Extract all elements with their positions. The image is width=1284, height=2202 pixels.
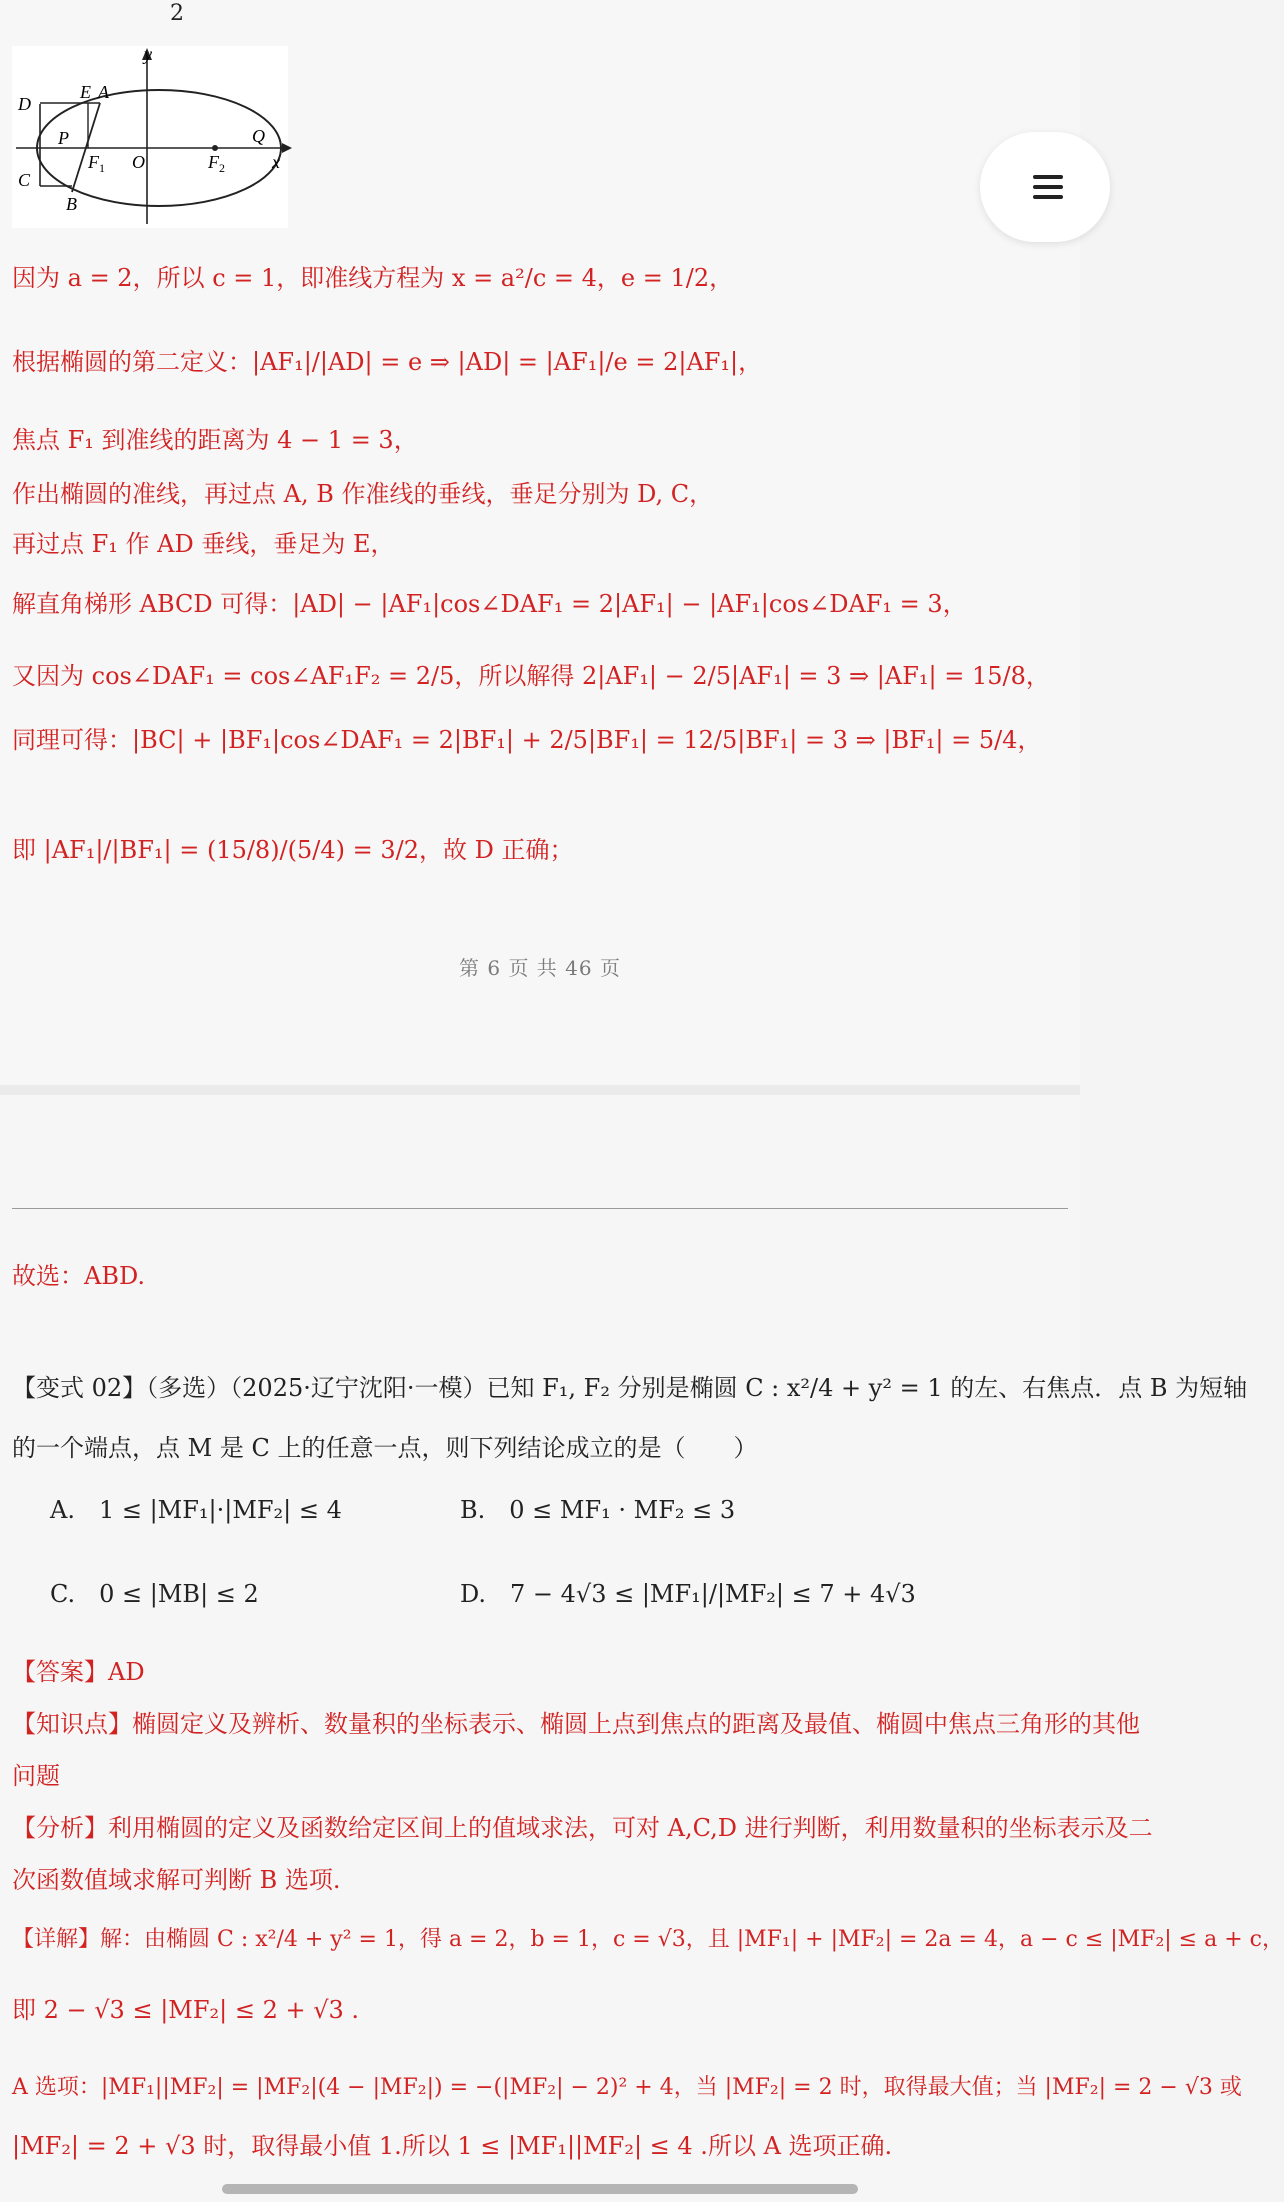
option-a-analysis-2: |MF₂| = 2 + √3 时，取得最小值 1.所以 1 ≤ |MF₁||MF₂| ≤ 4 .所以 A 选项正确. bbox=[12, 2132, 893, 2160]
ellipse-figure bbox=[12, 46, 288, 228]
option-a-analysis-1: A 选项：|MF₁||MF₂| = |MF₂|(4 − |MF₂|) = −(|MF₂| − 2)² + 4，当 |MF₂| = 2 时，取得最大值；当 |MF₂| = 2 − √3 或 bbox=[12, 2075, 1242, 2100]
solution-line-3: 焦点 F₁ 到准线的距离为 4 − 1 = 3， bbox=[12, 426, 418, 454]
svg-text:D: D bbox=[18, 94, 31, 114]
solution-line-8: 同理可得：|BC| + |BF₁|cos∠DAF₁ = 2|BF₁| + 2/5|BF₁| = 12/5|BF₁| = 3 ⇒ |BF₁| = 5/4， bbox=[12, 726, 1042, 754]
svg-text:P: P bbox=[58, 128, 69, 148]
top-fragment: 2 bbox=[170, 1, 184, 26]
solution-line-7: 又因为 cos∠DAF₁ = cos∠AF₁F₂ = 2/5，所以解得 2|AF₁| − 2/5|AF₁| = 3 ⇒ |AF₁| = 15/8， bbox=[12, 662, 1050, 690]
menu-button[interactable] bbox=[980, 132, 1110, 242]
document-page-7 bbox=[0, 1095, 1080, 2202]
analysis-line-2: 次函数值域求解可判断 B 选项. bbox=[12, 1866, 341, 1894]
solution-line-6: 解直角梯形 ABCD 可得：|AD| − |AF₁|cos∠DAF₁ = 2|AF₁| − |AF₁|cos∠DAF₁ = 3， bbox=[12, 590, 967, 618]
option-b: B. 0 ≤ MF₁ · MF₂ ≤ 3 bbox=[460, 1496, 736, 1524]
svg-text:x: x bbox=[272, 152, 280, 172]
page-gap bbox=[0, 1085, 1080, 1095]
question-line-1: 【变式 02】（多选）（2025·辽宁沈阳·一模）已知 F₁, F₂ 分别是椭圆 C : x²/4 + y² = 1 的左、右焦点．点 B 为短轴 bbox=[12, 1374, 1248, 1402]
answer-line: 【答案】AD bbox=[12, 1658, 145, 1686]
detail-line-2: 即 2 − √3 ≤ |MF₂| ≤ 2 + √3 . bbox=[12, 1996, 360, 2024]
svg-text:B: B bbox=[66, 194, 77, 214]
option-d: D. 7 − 4√3 ≤ |MF₁|/|MF₂| ≤ 7 + 4√3 bbox=[460, 1580, 916, 1608]
svg-text:F: F bbox=[88, 152, 99, 172]
svg-text:1: 1 bbox=[99, 161, 105, 175]
page-number: 第 6 页 共 46 页 bbox=[459, 956, 621, 980]
option-a: A. 1 ≤ |MF₁|·|MF₂| ≤ 4 bbox=[50, 1496, 342, 1524]
solution-line-1: 因为 a = 2，所以 c = 1，即准线方程为 x = a²/c = 4，e = 1/2， bbox=[12, 264, 734, 292]
svg-text:E: E bbox=[80, 82, 91, 102]
svg-text:F: F bbox=[208, 152, 219, 172]
svg-text:O: O bbox=[132, 152, 145, 172]
knowledge-line-2: 问题 bbox=[12, 1762, 60, 1790]
solution-line-4: 作出椭圆的准线，再过点 A, B 作准线的垂线，垂足分别为 D, C， bbox=[12, 480, 714, 508]
option-c: C. 0 ≤ |MB| ≤ 2 bbox=[50, 1580, 259, 1608]
question-line-2: 的一个端点，点 M 是 C 上的任意一点，则下列结论成立的是（ ） bbox=[12, 1434, 758, 1462]
svg-text:2: 2 bbox=[219, 161, 225, 175]
svg-text:A: A bbox=[98, 82, 109, 102]
solution-line-9: 即 |AF₁|/|BF₁| = (15/8)/(5/4) = 3/2，故 D 正确； bbox=[12, 836, 574, 864]
fig-label-y: y bbox=[144, 44, 152, 64]
horizontal-rule bbox=[12, 1208, 1068, 1209]
home-indicator[interactable] bbox=[222, 2184, 858, 2194]
solution-line-5: 再过点 F₁ 作 AD 垂线，垂足为 E， bbox=[12, 530, 395, 558]
document-page-6 bbox=[0, 0, 1080, 1085]
solution-line-2: 根据椭圆的第二定义：|AF₁|/|AD| = e ⇒ |AD| = |AF₁|/e = 2|AF₁|， bbox=[12, 348, 763, 376]
svg-text:C: C bbox=[18, 170, 31, 190]
knowledge-line-1: 【知识点】椭圆定义及辨析、数量积的坐标表示、椭圆上点到焦点的距离及最值、椭圆中焦点三角形的其他 bbox=[12, 1710, 1140, 1738]
svg-text:Q: Q bbox=[252, 126, 265, 146]
choice-line: 故选：ABD. bbox=[12, 1262, 145, 1290]
menu-icon bbox=[1033, 175, 1063, 179]
analysis-line-1: 【分析】利用椭圆的定义及函数给定区间上的值域求法，可对 A,C,D 进行判断，利用数量积的坐标表示及二 bbox=[12, 1814, 1153, 1842]
detail-line-1: 【详解】解：由椭圆 C : x²/4 + y² = 1，得 a = 2，b = 1，c = √3，且 |MF₁| + |MF₂| = 2a = 4，a − c ≤ |MF₂| ≤ a + c， bbox=[12, 1927, 1284, 1952]
